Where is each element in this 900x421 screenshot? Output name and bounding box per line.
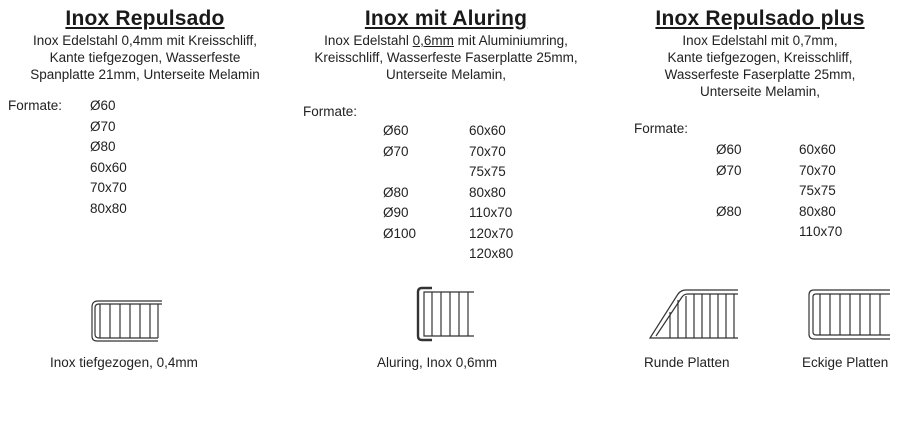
desc-line: Kante tiefgezogen, Wasserfeste: [49, 50, 241, 65]
desc-line: Unterseite Melamin,: [385, 67, 507, 82]
size-item: 75x75: [469, 164, 506, 179]
size-item: 80x80: [469, 184, 506, 200]
size-item: 80x80: [90, 200, 127, 216]
size-item: 75x75: [799, 183, 836, 198]
caption-aluring: Aluring, Inox 0,6mm: [377, 355, 498, 370]
size-item: 60x60: [799, 142, 836, 157]
size-item: 110x70: [799, 224, 843, 239]
size-item: Ø60: [90, 98, 116, 113]
round-size-list: [383, 121, 416, 244]
profile-eckige-platten-icon: [804, 284, 894, 344]
title-inox-repulsado-plus: Inox Repulsado plus: [655, 7, 865, 30]
desc-line: Spanplatte 21mm, Unterseite Melamin: [30, 67, 260, 82]
profile-tiefgezogen-icon: [86, 296, 166, 344]
description: [620, 32, 900, 100]
size-item: Ø70: [383, 143, 409, 159]
caption-runde-platten: Runde Platten: [644, 355, 730, 370]
title-inox-repulsado: Inox Repulsado: [65, 7, 225, 30]
size-item: 80x80: [799, 203, 836, 219]
desc-line: Inox Edelstahl mit 0,7mm,: [682, 33, 838, 48]
description: [0, 32, 290, 83]
desc-line: Kante tiefgezogen, Kreisschliff,: [667, 50, 853, 65]
desc-line: Inox Edelstahl 0,4mm mit Kreisschliff,: [32, 33, 258, 48]
desc-line: Wasserfeste Faserplatte 25mm,: [664, 67, 856, 82]
round-size-list: [716, 140, 742, 222]
size-item: Ø80: [716, 203, 742, 219]
desc-line: Inox Edelstahl 0,6mm mit Aluminiumring,: [324, 33, 568, 48]
square-size-list: [469, 121, 513, 265]
column-inox-mit-aluring: [296, 0, 596, 83]
size-item: 70x70: [90, 180, 127, 195]
desc-line: Kreisschliff, Wasserfeste Faserplatte 25mm,: [314, 50, 578, 65]
size-item: [716, 181, 742, 202]
size-item: 60x60: [469, 123, 506, 138]
title-inox-mit-aluring: Inox mit Aluring: [364, 7, 528, 30]
size-item: Ø60: [716, 142, 742, 157]
description: [296, 32, 596, 83]
square-size-list: [799, 140, 842, 243]
size-item: Ø80: [90, 139, 116, 154]
size-item: Ø70: [716, 162, 742, 178]
size-item: Ø90: [383, 205, 409, 220]
formate-label: Formate:: [303, 104, 358, 119]
profile-aluring-icon: [412, 284, 478, 344]
formate-label: Formate:: [634, 121, 689, 136]
size-item: 70x70: [469, 143, 506, 159]
size-item: Ø80: [383, 184, 409, 200]
size-item: 120x70: [469, 225, 514, 241]
size-item: Ø70: [90, 118, 116, 134]
size-list: [90, 96, 127, 219]
size-item: [383, 162, 416, 183]
column-inox-repulsado-plus: [620, 0, 900, 100]
size-item: 120x80: [469, 246, 514, 261]
size-item: 60x60: [90, 159, 127, 175]
column-inox-repulsado: [0, 0, 290, 83]
desc-line: Unterseite Melamin,: [699, 84, 821, 99]
caption-inox-tiefgezogen: Inox tiefgezogen, 0,4mm: [50, 355, 198, 370]
size-item: 110x70: [469, 205, 513, 220]
size-item: Ø100: [383, 225, 417, 241]
formate-label: Formate:: [8, 98, 63, 113]
size-item: Ø60: [383, 123, 409, 138]
size-item: 70x70: [799, 162, 836, 178]
caption-eckige-platten: Eckige Platten: [802, 355, 889, 370]
profile-runde-platten-icon: [646, 284, 742, 344]
